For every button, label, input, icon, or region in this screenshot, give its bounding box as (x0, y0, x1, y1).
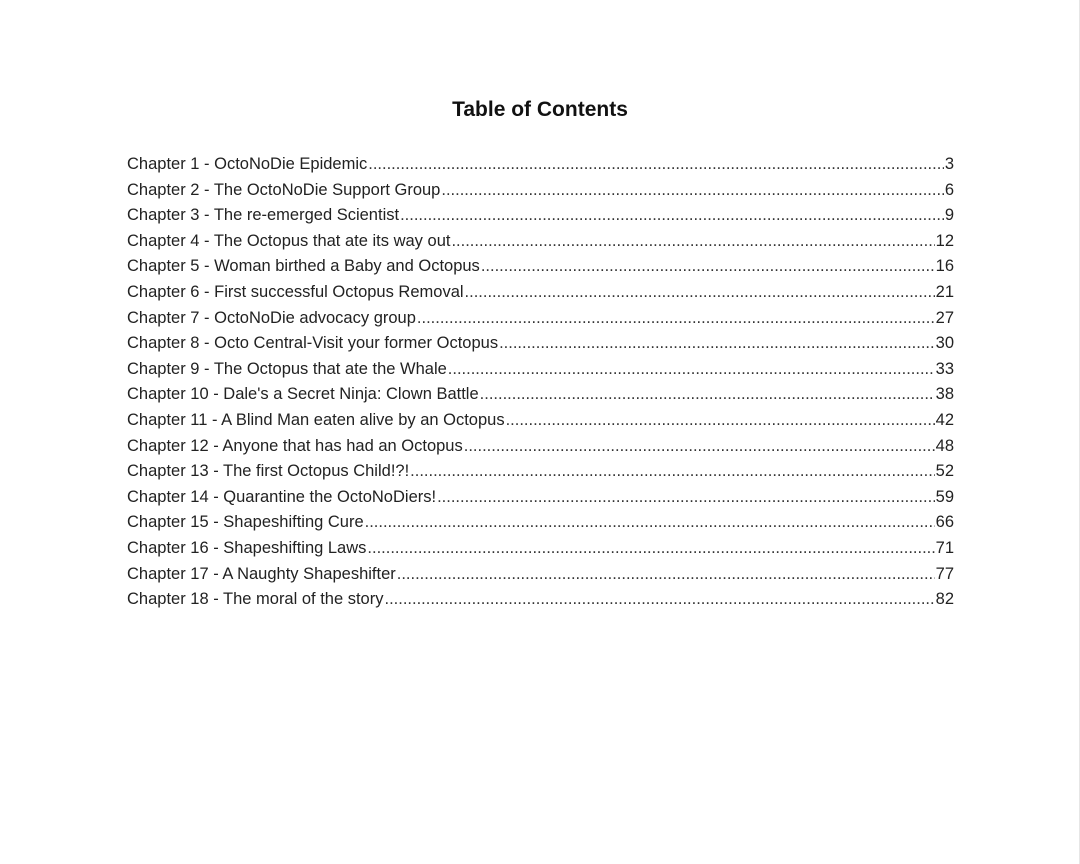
toc-page-number: 9 (944, 206, 954, 225)
toc-page-number: 6 (944, 180, 954, 199)
toc-page-number: 77 (935, 564, 954, 583)
toc-page-number: 21 (935, 282, 954, 301)
toc-page-number: 3 (944, 155, 954, 173)
toc-entry (127, 331, 954, 357)
toc-entry-title: Chapter 4 - The Octopus that ate its way out (127, 231, 451, 250)
toc-heading: Table of Contents (452, 98, 628, 121)
dot-leader (384, 587, 934, 613)
dot-leader (397, 562, 935, 588)
toc-entry-title: Chapter 3 - The re-emerged Scientist (127, 206, 400, 225)
dot-leader (365, 510, 935, 536)
toc-entry-title: Chapter 14 - Quarantine the OctoNoDiers! (127, 487, 437, 506)
toc-page-number: 71 (935, 538, 954, 557)
toc-entry-title: Chapter 6 - First successful Octopus Removal (127, 282, 464, 301)
toc-entry-title: Chapter 8 - Octo Central-Visit your former Octopus (127, 334, 499, 353)
dot-leader (465, 280, 935, 306)
dot-leader (417, 306, 935, 332)
dot-leader (499, 331, 935, 357)
toc-entry (127, 254, 954, 280)
toc-page-number: 27 (935, 308, 954, 327)
toc-entry (127, 152, 954, 178)
dot-leader (464, 434, 935, 460)
toc-entry-title: Chapter 2 - The OctoNoDie Support Group (127, 180, 441, 199)
toc-entry-title: Chapter 7 - OctoNoDie advocacy group (127, 308, 416, 327)
toc-page-number: 12 (935, 231, 954, 250)
dot-leader (368, 152, 944, 178)
toc-entry (127, 459, 954, 485)
toc-entry (127, 357, 954, 383)
dot-leader (437, 485, 935, 511)
toc-page-number: 38 (935, 385, 954, 404)
toc-entry (127, 587, 954, 613)
toc-entry (127, 229, 954, 255)
dot-leader (481, 254, 935, 280)
toc-page-number: 33 (935, 359, 954, 378)
toc-entry-title: Chapter 5 - Woman birthed a Baby and Octopus (127, 257, 480, 276)
toc-page-number: 42 (935, 410, 954, 429)
toc-entry-title: Chapter 13 - The first Octopus Child!?! (127, 462, 410, 481)
toc-entry-title: Chapter 12 - Anyone that has had an Octopus (127, 436, 463, 455)
toc-entry-title: Chapter 11 - A Blind Man eaten alive by an Octopus (127, 410, 505, 429)
toc-page-number: 66 (935, 513, 954, 532)
dot-leader (451, 229, 934, 255)
dot-leader (506, 408, 935, 434)
toc-entry (127, 203, 954, 229)
toc-entry (127, 510, 954, 536)
toc-page-number: 59 (935, 487, 954, 506)
toc-entry (127, 485, 954, 511)
toc-entry (127, 178, 954, 204)
dot-leader (480, 382, 935, 408)
toc-entry (127, 280, 954, 306)
toc-page-number: 52 (935, 462, 954, 481)
toc-page-number: 16 (935, 257, 954, 276)
toc-entry (127, 562, 954, 588)
dot-leader (367, 536, 934, 562)
toc-list (127, 152, 954, 613)
toc-entry-title: Chapter 18 - The moral of the story (127, 590, 384, 609)
dot-leader (441, 178, 943, 204)
toc-entry-title: Chapter 1 - OctoNoDie Epidemic (127, 155, 368, 173)
toc-entry (127, 434, 954, 460)
toc-page-number: 30 (935, 334, 954, 353)
toc-entry (127, 382, 954, 408)
toc-entry-title: Chapter 17 - A Naughty Shapeshifter (127, 564, 396, 583)
toc-entry (127, 408, 954, 434)
dot-leader (410, 459, 934, 485)
dot-leader (400, 203, 944, 229)
dot-leader (448, 357, 935, 383)
toc-entry-title: Chapter 10 - Dale's a Secret Ninja: Clown Battle (127, 385, 479, 404)
toc-page-number: 48 (935, 436, 954, 455)
toc-entry (127, 306, 954, 332)
toc-entry (127, 536, 954, 562)
toc-entry-title: Chapter 16 - Shapeshifting Laws (127, 538, 367, 557)
toc-entry-title: Chapter 9 - The Octopus that ate the Whale (127, 359, 447, 378)
toc-page-number: 82 (935, 590, 954, 609)
toc-entry-title: Chapter 15 - Shapeshifting Cure (127, 513, 364, 532)
